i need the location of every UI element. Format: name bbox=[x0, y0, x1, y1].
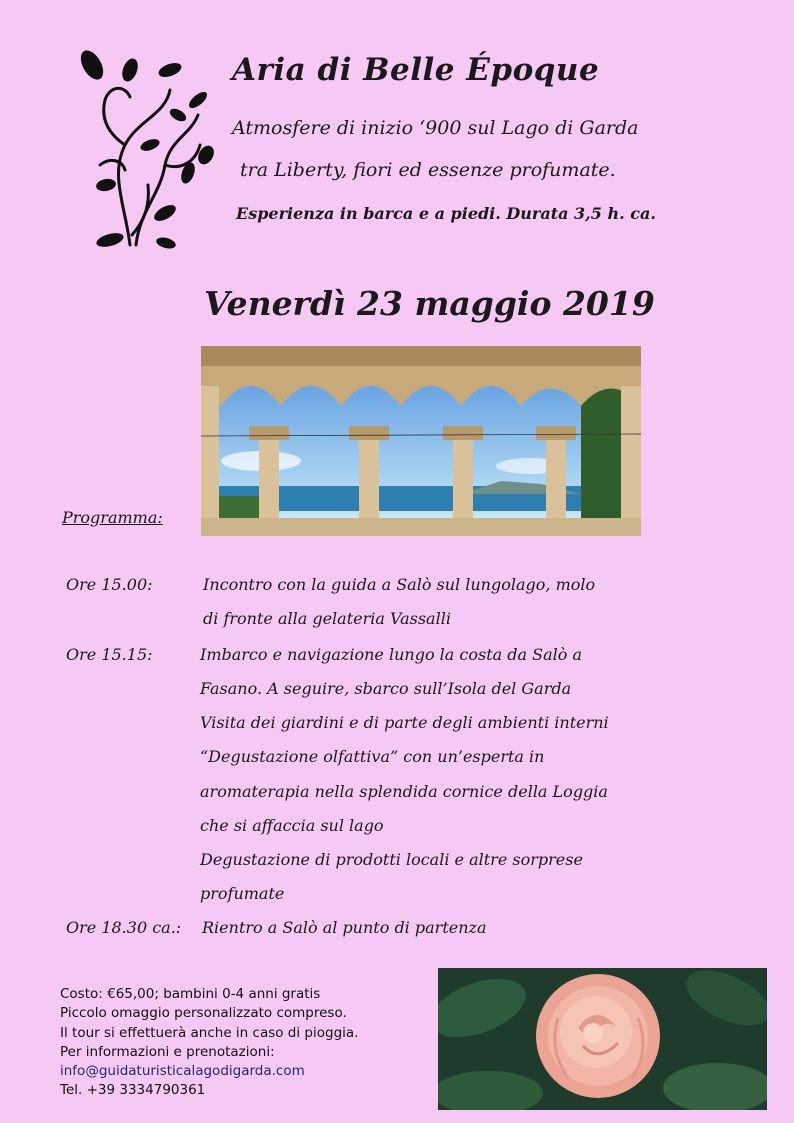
gift-text: Piccolo omaggio personalizzato compreso. bbox=[60, 1005, 347, 1022]
loggia-photo bbox=[201, 346, 641, 536]
program-line: aromaterapia nella splendida cornice della Loggia bbox=[200, 782, 608, 801]
experience-duration: Esperienza in barca e a piedi. Durata 3,5 h. ca. bbox=[236, 204, 656, 223]
subtitle-line: tra Liberty, fiori ed essenze profumate. bbox=[240, 159, 616, 181]
phone-text: Tel. +39 3334790361 bbox=[60, 1082, 206, 1099]
program-heading: Programma: bbox=[62, 508, 163, 527]
cost-text: Costo: €65,00; bambini 0-4 anni gratis bbox=[60, 986, 321, 1002]
program-line: Visita dei giardini e di parte degli ambienti interni bbox=[200, 713, 609, 732]
program-line: “Degustazione olfattiva” con un’esperta in bbox=[200, 747, 545, 766]
program-time: Ore 15.15: bbox=[66, 645, 153, 664]
program-line: Rientro a Salò al punto di partenza bbox=[202, 918, 487, 937]
info-block bbox=[60, 985, 358, 1101]
program-line: Incontro con la guida a Salò sul lungolago, molo bbox=[203, 575, 596, 594]
program-time: Ore 15.00: bbox=[66, 575, 153, 594]
weather-text: Il tour si effettuerà anche in caso di pioggia. bbox=[60, 1024, 359, 1041]
subtitle-line: Atmosfere di inizio ‘900 sul Lago di Garda bbox=[232, 117, 639, 139]
program-line: Degustazione di prodotti locali e altre sorprese bbox=[200, 850, 583, 869]
event-date: Venerdì 23 maggio 2019 bbox=[204, 284, 655, 323]
email-link[interactable]: info@guidaturisticalagodigarda.com bbox=[60, 1063, 305, 1080]
program-time: Ore 18.30 ca.: bbox=[66, 918, 182, 937]
rose-photo bbox=[438, 968, 767, 1110]
program-line: di fronte alla gelateria Vassalli bbox=[203, 609, 451, 628]
event-title: Aria di Belle Époque bbox=[232, 52, 600, 88]
floral-ornament-icon bbox=[70, 45, 220, 255]
program-line: Imbarco e navigazione lungo la costa da Salò a bbox=[200, 645, 583, 664]
program-line: che si affaccia sul lago bbox=[200, 816, 384, 835]
program-line: Fasano. A seguire, sbarco sull’Isola del Garda bbox=[200, 679, 572, 698]
contact-label: Per informazioni e prenotazioni: bbox=[60, 1043, 275, 1060]
program-line: profumate bbox=[200, 884, 285, 903]
